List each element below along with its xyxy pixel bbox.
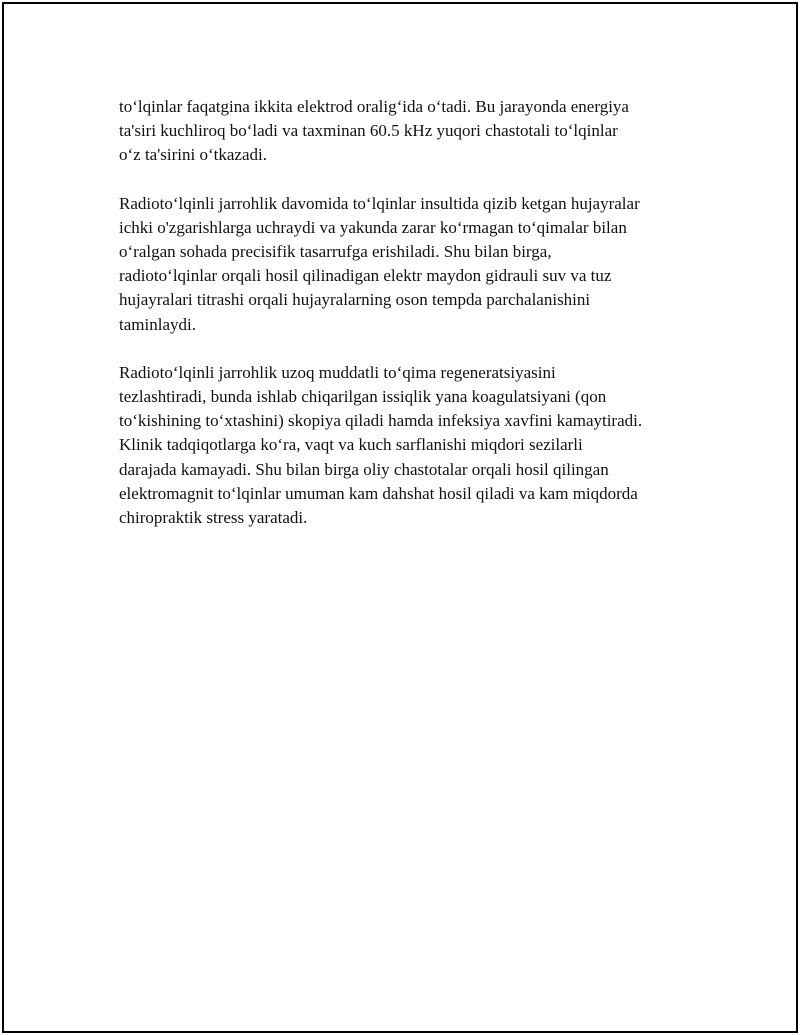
paragraph-line: ta'siri kuchliroq bo‘ladi va taxminan 60.5 kHz yuqori chastotali to‘lqinlar <box>119 121 618 141</box>
paragraph-line: tezlashtiradi, bunda ishlab chiqarilgan issiqlik yana koagulatsiyani (qon <box>119 387 607 407</box>
paragraph-line: to‘lqinlar faqatgina ikkita elektrod oralig‘ida o‘tadi. Bu jarayonda energiya <box>119 97 629 116</box>
paragraph-line: ichki o'zgarishlarga uchraydi va yakunda zarar ko‘rmagan to‘qimalar bilan <box>119 217 627 237</box>
paragraph-line: Klinik tadqiqotlarga ko‘ra, vaqt va kuch sarflanishi miqdori sezilarli <box>119 435 583 455</box>
paragraph-line: elektromagnit to‘lqinlar umuman kam dahshat hosil qiladi va kam miqdorda <box>119 483 638 503</box>
paragraph-line: Radioto‘lqinli jarrohlik uzoq muddatli to‘qima regeneratsiyasini <box>119 362 556 382</box>
document-page <box>2 2 798 1033</box>
document-body <box>119 95 699 554</box>
paragraph-line: hujayralari titrashi orqali hujayralarning oson tempda parchalanishini <box>119 290 591 310</box>
paragraph-line: to‘kishining to‘xtashini) skopiya qiladi hamda infeksiya xavfini kamaytiradi. <box>119 411 643 431</box>
paragraph-line: taminlaydi. <box>119 314 196 334</box>
paragraph-line: darajada kamayadi. Shu bilan birga oliy chastotalar orqali hosil qilingan <box>119 459 609 479</box>
paragraph-line: Radioto‘lqinli jarrohlik davomida to‘lqinlar insultida qizib ketgan hujayralar <box>119 193 640 213</box>
paragraph-line: o‘z ta'sirini o‘tkazadi. <box>119 145 267 165</box>
paragraph-line: radioto‘lqinlar orqali hosil qilinadigan elektr maydon gidrauli suv va tuz <box>119 266 612 286</box>
paragraph-line: chiropraktik stress yaratadi. <box>119 508 308 528</box>
paragraph-line: o‘ralgan sohada precisifik tasarrufga erishiladi. Shu bilan birga, <box>119 242 552 262</box>
paragraph-1 <box>119 95 699 168</box>
paragraph-3 <box>119 361 699 530</box>
paragraph-2 <box>119 192 699 337</box>
